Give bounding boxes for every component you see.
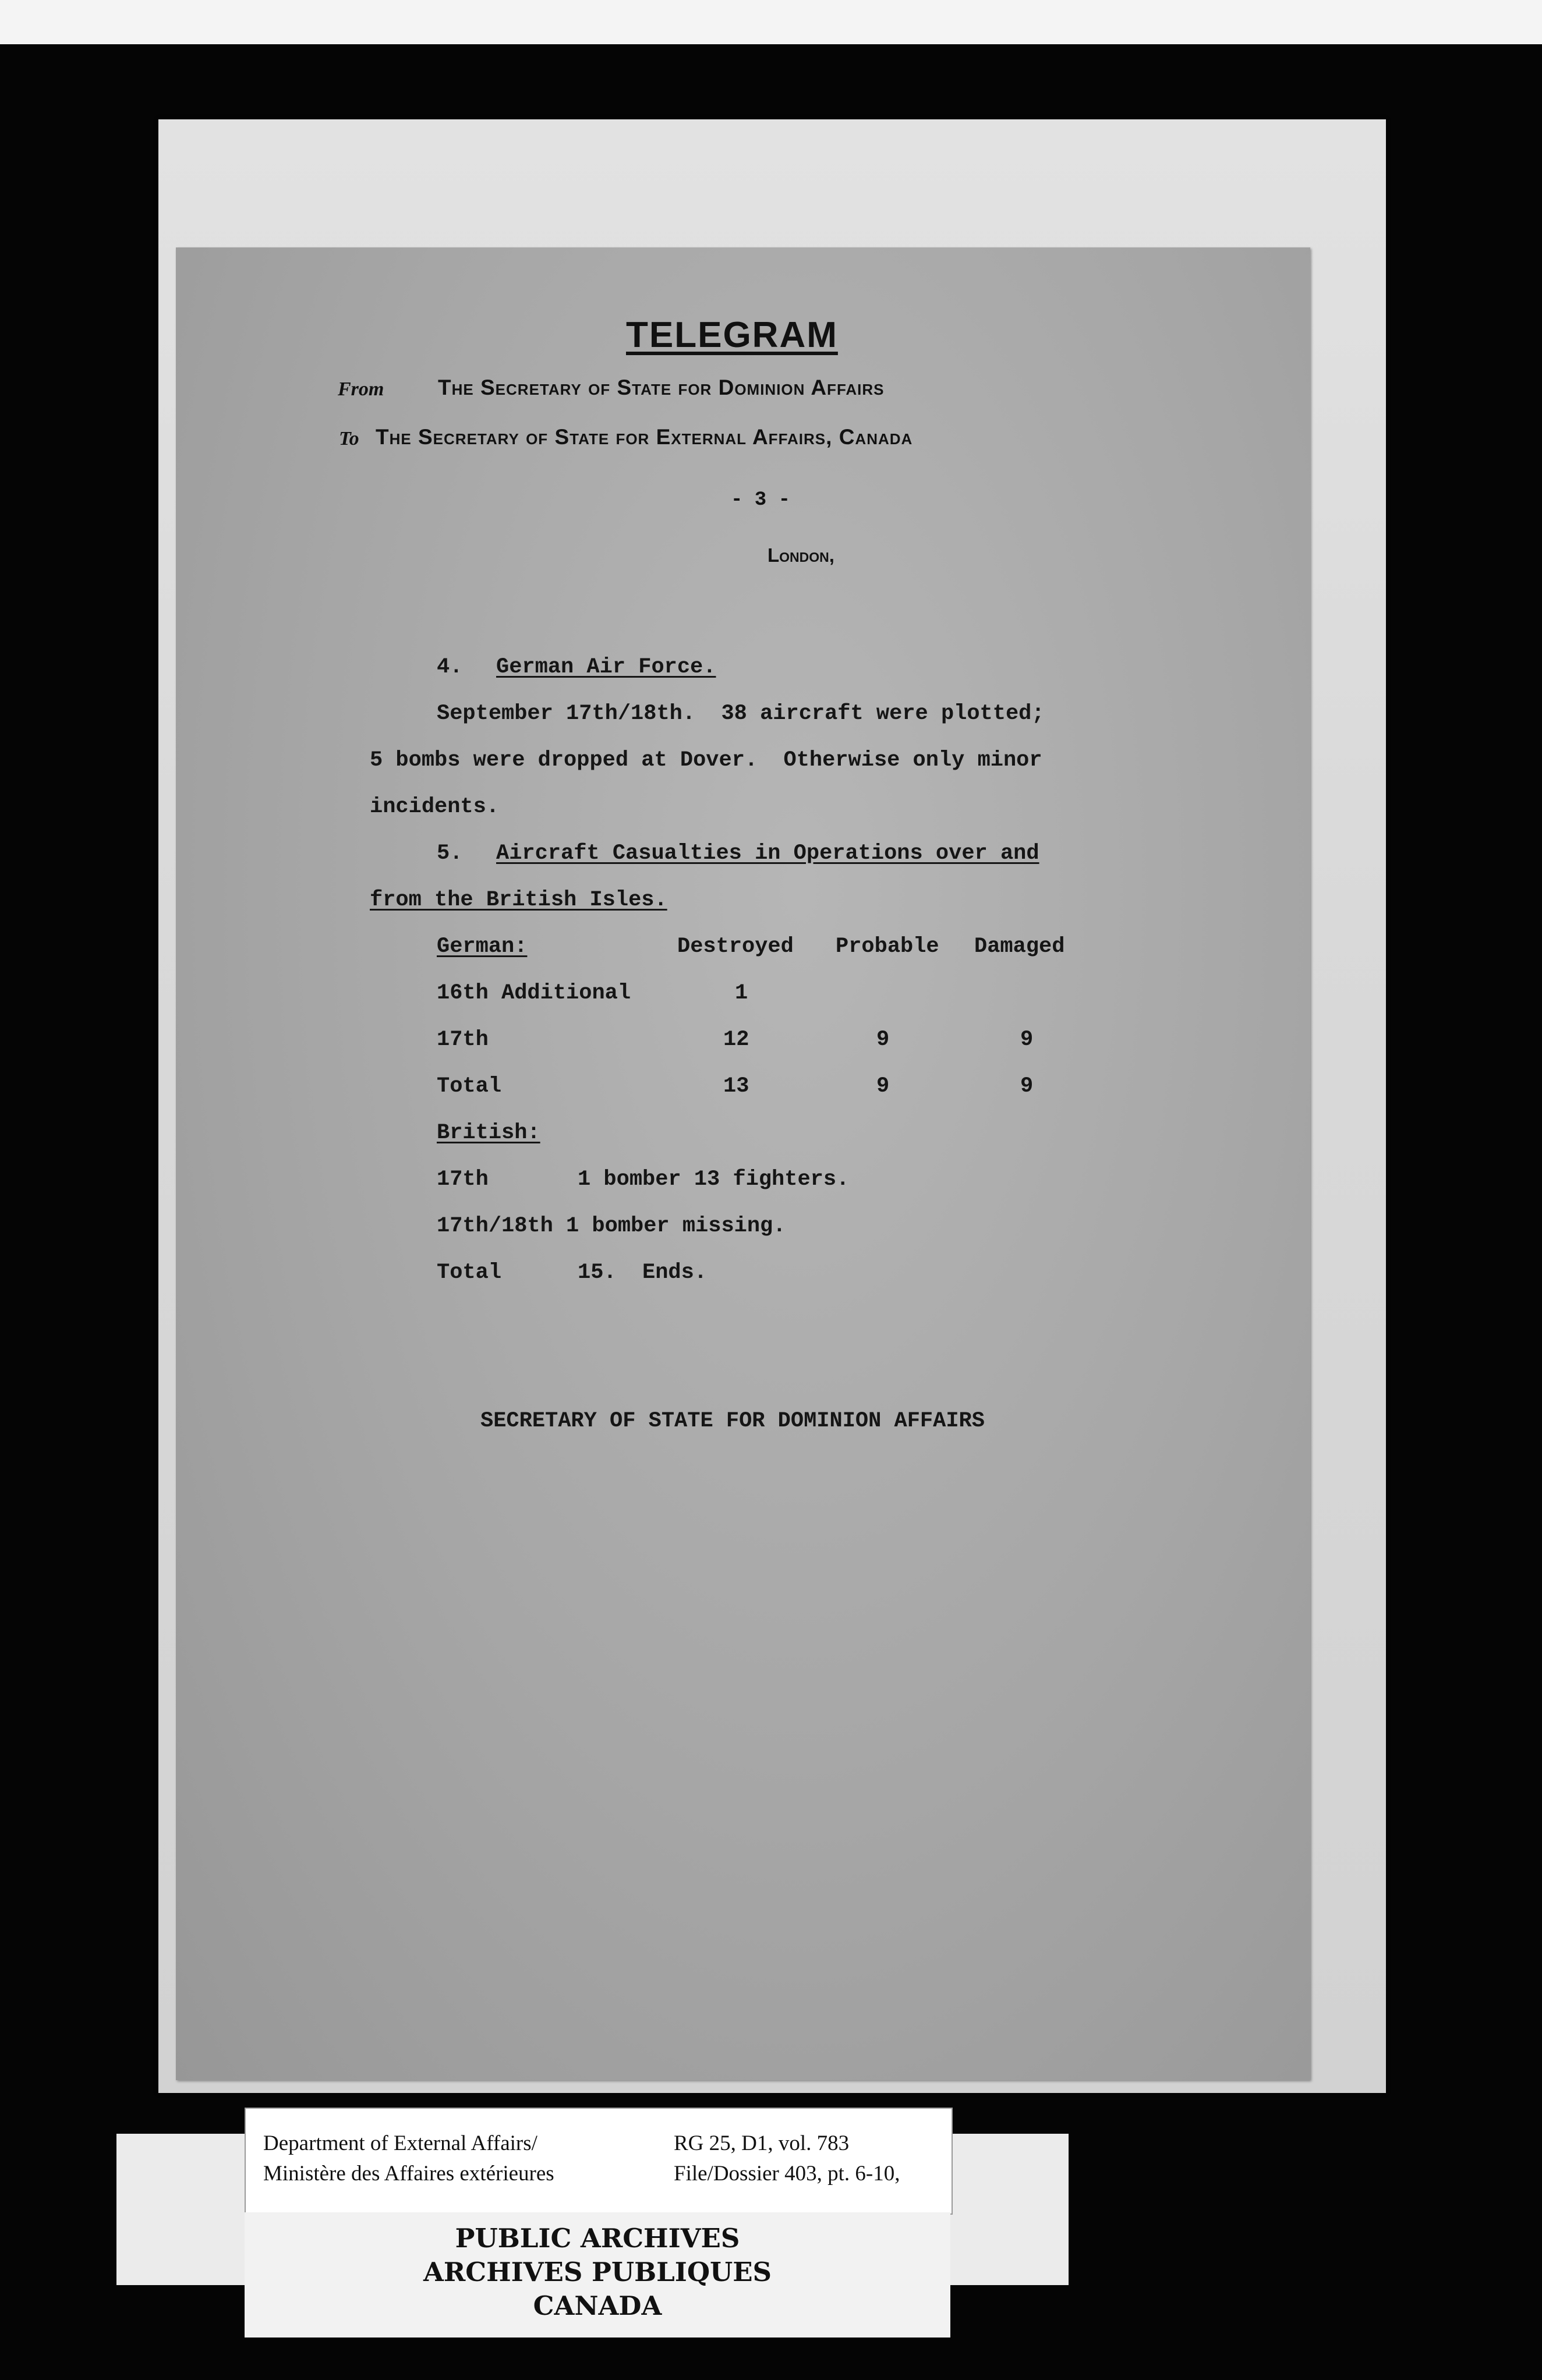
german-label: German:: [437, 934, 528, 959]
telegram-paper: [176, 247, 1310, 2080]
stamp-line-2: ARCHIVES PUBLIQUES: [423, 2257, 772, 2287]
section-4-line-3: incidents.: [370, 795, 500, 819]
table-cell-probable: 9: [876, 1028, 890, 1052]
table-row-label: Total: [437, 1074, 502, 1099]
section-4-number: 4.: [437, 655, 463, 679]
section-4-heading: German Air Force.: [496, 655, 716, 679]
department-french: Ministère des Affaires extérieures: [263, 2162, 554, 2186]
section-4-line-1: September 17th/18th. 38 aircraft were plotted;: [437, 702, 1045, 726]
table-row-label: 17th: [437, 1028, 489, 1052]
table-row-label: 16th Additional: [437, 981, 631, 1005]
header-destroyed: Destroyed: [677, 934, 794, 959]
archives-stamp: [245, 2212, 950, 2338]
from-label: From: [338, 378, 384, 400]
header-probable: Probable: [836, 934, 939, 959]
section-4-line-2: 5 bombs were dropped at Dover. Otherwise only minor: [370, 748, 1042, 773]
recipient: The Secretary of State for External Affairs, Canada: [376, 425, 913, 449]
british-row-text: 1 bomber 13 fighters.: [578, 1167, 850, 1192]
archive-reference-card: [245, 2108, 953, 2215]
british-row-label: 17th: [437, 1167, 489, 1192]
signature: SECRETARY OF STATE FOR DOMINION AFFAIRS: [480, 1409, 985, 1433]
city: London,: [768, 544, 834, 566]
record-group-reference: RG 25, D1, vol. 783: [674, 2131, 850, 2155]
table-cell-destroyed: 13: [723, 1074, 749, 1099]
section-5-heading-line-2: from the British Isles.: [370, 888, 667, 912]
file-reference: File/Dossier 403, pt. 6-10,: [674, 2162, 900, 2186]
header-damaged: Damaged: [974, 934, 1065, 959]
british-row-label: 17th/18th: [437, 1214, 553, 1238]
department-english: Department of External Affairs/: [263, 2131, 537, 2155]
british-total-text: 15. Ends.: [578, 1260, 708, 1285]
telegram-title: TELEGRAM: [626, 315, 838, 355]
table-cell-damaged: 9: [1020, 1074, 1034, 1099]
to-label: To: [339, 428, 359, 449]
stamp-line-3: CANADA: [533, 2290, 662, 2321]
section-5-number: 5.: [437, 841, 463, 866]
british-row-text: 1 bomber missing.: [566, 1214, 786, 1238]
table-cell-destroyed: 1: [735, 981, 748, 1005]
table-cell-probable: 9: [876, 1074, 890, 1099]
british-total-label: Total: [437, 1260, 502, 1285]
section-5-heading-line-1: Aircraft Casualties in Operations over and: [496, 841, 1039, 866]
table-cell-destroyed: 12: [723, 1028, 749, 1052]
stamp-line-1: PUBLIC ARCHIVES: [455, 2223, 740, 2254]
page-number: - 3 -: [731, 489, 791, 511]
table-cell-damaged: 9: [1020, 1028, 1034, 1052]
film-border-top: [0, 0, 1542, 44]
british-label: British:: [437, 1121, 540, 1145]
sender: The Secretary of State for Dominion Affairs: [438, 376, 885, 399]
